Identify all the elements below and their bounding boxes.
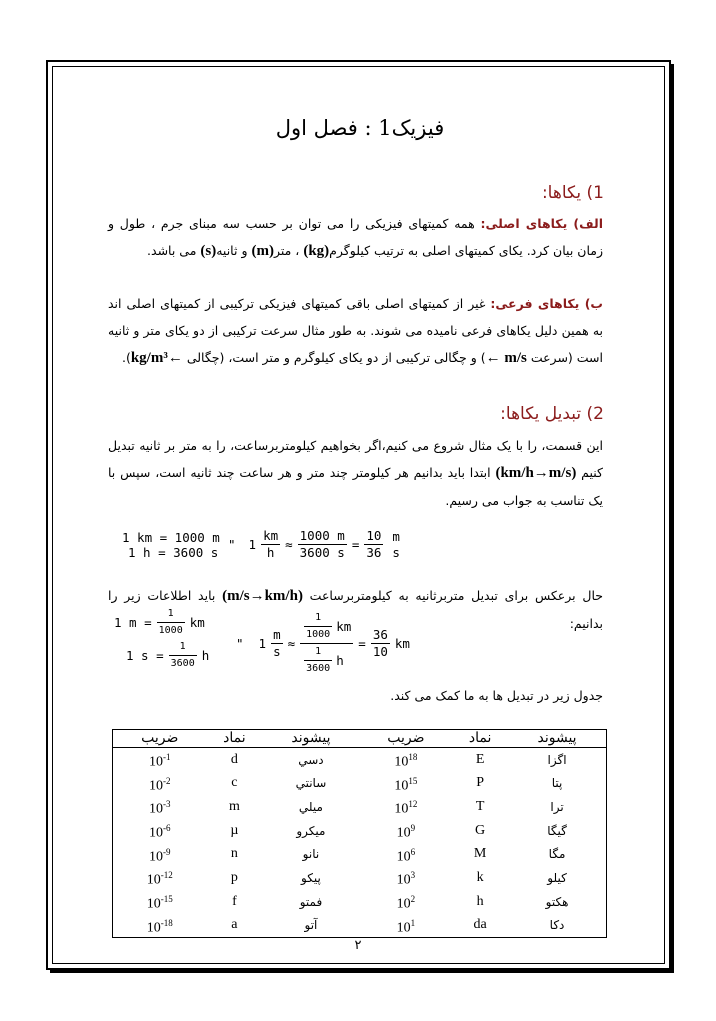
header-prefix: پیشوند (508, 730, 606, 748)
symbol-cell: da (473, 917, 487, 933)
factor-cell: $10^{-9}$ (148, 846, 171, 865)
prefix-cell: كیلو (547, 871, 567, 886)
eq2-unit: km (394, 636, 410, 651)
prefix-cell: آتو (304, 918, 318, 933)
be-label: ب) یکاهای فرعی: (490, 296, 603, 311)
factor-cell: $10^{-2}$ (148, 775, 171, 794)
p2-end: باید اطلاعات زیر را بدانیم: (108, 588, 603, 631)
unit-kg: (kg) (303, 243, 330, 259)
factor-cell: $10^{-6}$ (148, 822, 171, 841)
prefix-cell: پتا (551, 776, 563, 791)
table-row (113, 890, 607, 914)
factor-cell: $10^{15}$ (394, 775, 418, 794)
alef-mid: ، متر (273, 243, 304, 258)
eq2-line2: 1 s = $\frac{1}{3600}$ h (126, 641, 210, 669)
alef-label: الف) یکاهای اصلی: (480, 216, 603, 231)
frame-shadow-bottom (50, 970, 674, 973)
eq2-approx: ≈ (287, 636, 296, 651)
table-row (113, 795, 607, 819)
symbol-cell: k (476, 870, 484, 886)
eq1-sep: " (228, 537, 236, 552)
prefix-cell: ترا (550, 800, 564, 815)
prefix-cell: نانو (302, 847, 320, 862)
prefix-cell: دسي (298, 752, 324, 767)
header-factor: ضریب (113, 730, 207, 748)
prefix-cell: فمتو (299, 894, 323, 909)
eq1-line1: 1 km = 1000 m (122, 530, 220, 545)
frame-shadow-right (671, 64, 674, 973)
p1-text: این قسمت، را با یک مثال شروع می کنیم،اگر بخواهیم کیلومتربرساعت، را به متر بر ثانیه تبدیل کنیم (108, 438, 604, 480)
factor-cell: $10^{-15}$ (146, 893, 173, 912)
prefix-cell: سانتي (295, 776, 327, 791)
symbol-cell: p (230, 870, 238, 886)
unit-kmh-ms: (km/h→m/s) (495, 465, 577, 481)
be-mid: ) و چگالی ترکیبی از دو یکای کیلوگرم و متر است، (چگالی (182, 350, 486, 365)
header-symbol: نماد (206, 730, 262, 748)
table-row (113, 866, 607, 890)
factor-cell: $10^{-18}$ (146, 917, 173, 936)
paragraph-main-units (108, 210, 603, 265)
page-number: ۲ (354, 938, 362, 953)
eq1-approx: ≈ (285, 537, 293, 552)
be-text: غیر از کمیتهای اصلی باقی کمیتهای فیزیکی ترکیبی از کمیتهای اصلی اند به همین دلیل یکاهای فرعی نامیده می شوند. به طور مثال سرعت ترکیبی از دو یکای متر و ثانیه است (سرعت (108, 296, 603, 365)
symbol-cell: T (475, 799, 485, 815)
eq1-frac-values: $\frac{1000 m}{3600 s}$ (299, 528, 345, 560)
factor-cell: $10^{18}$ (394, 752, 418, 770)
alef-text: همه کمیتهای فیزیکی را می توان بر حسب سه مبنای جرم ، طول و زمان بیان کرد. یکای کمیتهای اصلی به ترتیب کیلوگرم (108, 216, 603, 258)
eq1-frac-ms: m s (392, 528, 400, 560)
section2-heading: 2) تبدیل یکاها: (500, 404, 604, 424)
paragraph-conversion-intro (108, 432, 603, 514)
eq2-conversion (236, 610, 410, 677)
eq2-lead: 1 (258, 636, 267, 651)
eq2-frac-ms: $\frac{m}{s}$ (273, 627, 281, 659)
eq2-sep: " (236, 636, 244, 651)
be-end: ). (121, 350, 131, 365)
eq2-line1: 1 m = $\frac{1}{1000}$ km (114, 608, 205, 636)
eq2-definitions (114, 606, 209, 672)
table-row (113, 843, 607, 867)
paragraph-derived-units (108, 290, 603, 372)
alef-mid2: و ثانیه (216, 243, 252, 258)
prefix-cell: پيكو (301, 871, 321, 886)
symbol-cell: d (230, 751, 238, 767)
prefix-cell: اگزا (547, 752, 567, 767)
eq2-equals: = (358, 636, 366, 651)
table-row (113, 772, 607, 796)
symbol-cell: n (230, 846, 238, 862)
unit-s: (s) (200, 243, 217, 259)
table-caption: جدول زیر در تبدیل ها به ما کمک می کند. (390, 688, 603, 703)
page-title: فیزیک1 : فصل اول (275, 116, 445, 140)
factor-cell: $10^6$ (396, 846, 416, 865)
factor-cell: $10^2$ (396, 893, 416, 912)
table-row (113, 748, 607, 772)
header-factor: ضریب (360, 730, 453, 748)
prefix-cell: ميكرو (296, 823, 326, 838)
prefix-cell: مگا (548, 847, 566, 862)
prefix-cell: هكتو (545, 894, 569, 909)
factor-cell: $10^{12}$ (394, 799, 418, 817)
table-row (113, 914, 607, 938)
eq1-lead: 1 (248, 537, 257, 552)
unit-ms: m/s ← (485, 350, 527, 366)
symbol-cell: m (228, 799, 240, 815)
unit-ms-kmh: (m/s→km/h) (222, 588, 303, 604)
factor-cell: $10^{-3}$ (148, 799, 171, 817)
si-prefix-table (112, 729, 607, 938)
header-symbol: نماد (452, 730, 508, 748)
header-prefix: پیشوند (262, 730, 359, 748)
factor-cell: $10^3$ (396, 870, 416, 888)
symbol-cell: E (475, 751, 485, 767)
unit-m: (m) (251, 243, 274, 259)
symbol-cell: G (475, 822, 486, 838)
symbol-cell: h (476, 893, 484, 909)
prefix-cell: دكا (549, 918, 565, 933)
eq2-frac-compound: $\frac{1}{1000}$ km $\frac{1}{3600}$ h (300, 610, 353, 677)
factor-cell: $10^9$ (396, 822, 416, 841)
symbol-cell: M (473, 846, 487, 862)
eq2-frac-ratio: $\frac{36}{10}$ (372, 627, 388, 659)
unit-kgm3: ←kg/m³ (130, 350, 183, 366)
eq1-frac-ratio: $\frac{10}{36}$ (366, 528, 382, 560)
p2-text: حال برعکس برای تبدیل متربرثانیه به کیلومتربرساعت (302, 588, 603, 603)
p1-end: ابتدا باید بدانیم هر کیلومتر چند متر و هر ساعت چند ثانیه است، سپس با یک تناسب به جواب می رسیم. (108, 465, 603, 508)
factor-cell: $10^{-1}$ (148, 752, 171, 770)
eq1-frac-kmh: $\frac{km}{h}$ (263, 528, 279, 560)
eq1-conversion (228, 528, 404, 561)
prefix-cell: گیگا (547, 823, 567, 838)
table-header-row (113, 730, 607, 748)
eq1-definitions (122, 530, 220, 560)
prefix-cell: ميلي (298, 800, 323, 815)
eq1-equals: = (351, 537, 360, 552)
factor-cell: $10^{-12}$ (146, 870, 173, 888)
symbol-cell: P (476, 775, 485, 791)
symbol-cell: a (231, 917, 238, 933)
factor-cell: $10^1$ (396, 917, 416, 936)
symbol-cell: µ (230, 822, 239, 838)
eq1-line2: 1 h = 3600 s (128, 545, 219, 560)
alef-end: می باشد. (147, 243, 201, 258)
section1-heading: 1) یکاها: (541, 183, 604, 203)
symbol-cell: c (231, 775, 238, 791)
symbol-cell: f (232, 893, 237, 909)
table-row (113, 819, 607, 843)
